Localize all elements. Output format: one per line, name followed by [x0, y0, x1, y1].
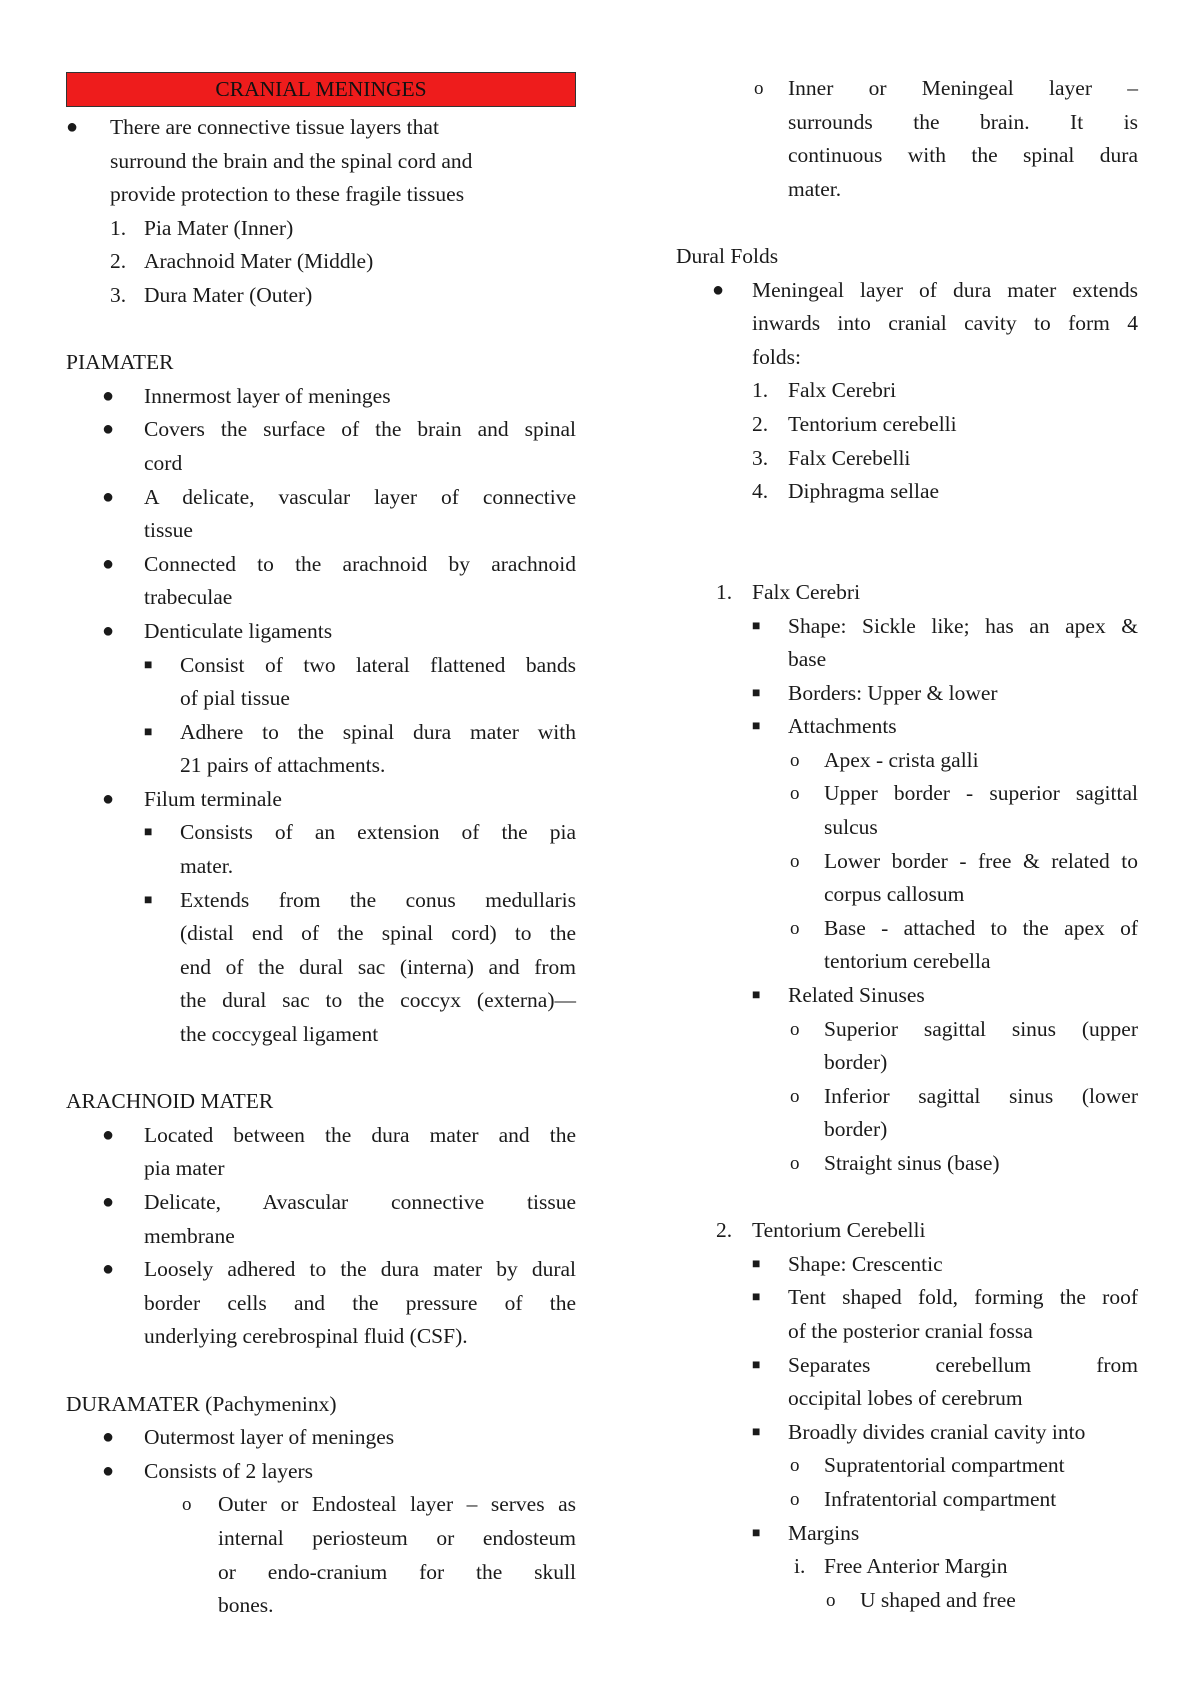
sub-sub-list-item: o Apex - crista galli [676, 744, 1138, 778]
sub-list-item: ■ Broadly divides cranial cavity into [676, 1416, 1138, 1450]
sub-list-item: ■ Extends from the conus medullaris (distal end of the spinal cord) to the end of the dural sac (interna) and from the dural sac to the coccyx (externa)— the coccygeal ligament [66, 884, 576, 1052]
sub-sub-list-item: o Straight sinus (base) [676, 1147, 1138, 1181]
sub-list-item: ■ Borders: Upper & lower [676, 677, 1138, 711]
square-bullet-icon: ■ [752, 719, 761, 735]
bullet-icon: ● [66, 116, 79, 138]
square-bullet-icon: ■ [144, 825, 153, 841]
square-bullet-icon: ■ [144, 892, 153, 908]
sub-sub-list-item: o Lower border - free & related to corpus callosum [676, 845, 1138, 912]
list-item: ● Located between the dura mater and the pia mater [66, 1119, 576, 1186]
sub-sub-list-item: o Superior sagittal sinus (upper border) [676, 1013, 1138, 1080]
list-item: 2. Tentorium cerebelli [752, 411, 957, 436]
list-item: 1. Falx Cerebri [752, 378, 897, 403]
circle-bullet-icon: o [790, 749, 800, 771]
sub-list-item: ■ Shape: Crescentic [676, 1248, 1138, 1282]
circle-bullet-icon: o [826, 1589, 836, 1611]
list-item: ● Delicate, Avascular connective tissue membrane [66, 1186, 576, 1253]
circle-bullet-icon: o [790, 1085, 800, 1107]
list-item: 3. Dura Mater (Outer) [110, 282, 313, 307]
sub-list-item: ■ Separates cerebellum from occipital lobes of cerebrum [676, 1349, 1138, 1416]
bullet-icon: ● [102, 1459, 115, 1482]
right-column [676, 72, 1138, 1617]
circle-bullet-icon: o [754, 78, 764, 99]
section-heading-tentorium: 2. Tentorium Cerebelli [716, 1218, 926, 1243]
sub-list-item: ■ Margins [676, 1517, 1138, 1551]
circle-bullet-icon: o [790, 850, 800, 872]
square-bullet-icon: ■ [752, 988, 761, 1004]
left-column [66, 72, 576, 1623]
list-item: ● Denticulate ligaments [66, 615, 576, 649]
square-bullet-icon: ■ [752, 1424, 761, 1440]
list-item: 1. Pia Mater (Inner) [110, 215, 294, 240]
bullet-icon: ● [102, 418, 115, 441]
square-bullet-icon: ■ [752, 685, 761, 701]
list-item: ● Loosely adhered to the dura mater by dural border cells and the pressure of the underlying cerebrospinal fluid (CSF). [66, 1253, 576, 1354]
sub-sub-list-item: i. Free Anterior Margin [794, 1554, 1008, 1579]
sub-sub-list-item: o Base - attached to the apex of tentorium cerebella [676, 912, 1138, 979]
sub-list-item: ■ Related Sinuses [676, 979, 1138, 1013]
sub-sub-sub-list-item: o U shaped and free [676, 1584, 1138, 1618]
sub-list-item: o Outer or Endosteal layer – serves as internal periosteum or endosteum or endo-cranium for the skull bones. [66, 1488, 576, 1622]
list-item: ● Innermost layer of meninges [66, 380, 576, 414]
sub-list-item: ■ Consist of two lateral flattened bands of pial tissue [66, 649, 576, 716]
square-bullet-icon: ■ [752, 1357, 761, 1373]
bullet-icon: ● [712, 278, 725, 301]
bullet-icon: ● [102, 1191, 115, 1213]
square-bullet-icon: ■ [752, 618, 761, 634]
bullet-icon: ● [102, 619, 115, 642]
sub-sub-list-item: o Inferior sagittal sinus (lower border) [676, 1080, 1138, 1147]
bullet-icon: ● [102, 384, 115, 407]
bullet-icon: ● [102, 1426, 115, 1449]
list-item: ● Consists of 2 layers [66, 1455, 576, 1489]
list-item: ● Connected to the arachnoid by arachnoid trabeculae [66, 548, 576, 615]
list-item: ● Meningeal layer of dura mater extends inwards into cranial cavity to form 4 folds: [676, 274, 1138, 375]
circle-bullet-icon: o [790, 917, 800, 939]
circle-bullet-icon: o [790, 1455, 800, 1477]
section-heading-falx-cerebri: 1. Falx Cerebri [716, 579, 861, 604]
list-item: 3. Falx Cerebelli [752, 445, 911, 470]
list-item: ● Covers the surface of the brain and spinal cord [66, 413, 576, 480]
list-item: 4. Diphragma sellae [752, 479, 940, 504]
sub-list-item: ■ Shape: Sickle like; has an apex & base [676, 610, 1138, 677]
sub-list-item: ■ Attachments [676, 710, 1138, 744]
sub-list-item: ■ Adhere to the spinal dura mater with 21 pairs of attachments. [66, 716, 576, 783]
list-item: 2. Arachnoid Mater (Middle) [110, 249, 374, 274]
sub-sub-list-item: o Supratentorial compartment [676, 1449, 1138, 1483]
sub-list-item: o Inner or Meningeal layer – surrounds the brain. It is continuous with the spinal dura mater. [676, 72, 1138, 206]
square-bullet-icon: ■ [144, 657, 153, 673]
bullet-icon: ● [102, 1258, 115, 1281]
list-item: ● Outermost layer of meninges [66, 1421, 576, 1455]
intro-bullet: ● There are connective tissue layers that surround the brain and the spinal cord and provide protection to these fragile tissues [66, 111, 576, 212]
bullet-icon: ● [102, 1123, 115, 1146]
circle-bullet-icon: o [790, 1018, 800, 1040]
square-bullet-icon: ■ [752, 1525, 761, 1541]
circle-bullet-icon: o [790, 1153, 800, 1174]
bullet-icon: ● [102, 787, 115, 810]
circle-bullet-icon: o [790, 783, 800, 805]
section-heading-piamater: PIAMATER [66, 350, 174, 375]
page-title: CRANIAL MENINGES [66, 72, 576, 107]
square-bullet-icon: ■ [752, 1256, 761, 1272]
square-bullet-icon: ■ [144, 724, 153, 740]
bullet-icon: ● [102, 552, 115, 575]
layers-list [66, 212, 576, 313]
bullet-icon: ● [102, 485, 115, 508]
section-heading-arachnoid: ARACHNOID MATER [66, 1089, 274, 1114]
list-item: ● Filum terminale [66, 783, 576, 817]
sub-sub-list-item: o Upper border - superior sagittal sulcus [676, 777, 1138, 844]
sub-list-item: ■ Tent shaped fold, forming the roof of the posterior cranial fossa [676, 1281, 1138, 1348]
section-heading-duramater: DURAMATER (Pachymeninx) [66, 1391, 337, 1416]
square-bullet-icon: ■ [752, 1290, 761, 1306]
list-item: ● A delicate, vascular layer of connective tissue [66, 481, 576, 548]
circle-bullet-icon: o [182, 1494, 192, 1516]
section-heading-dural-folds: Dural Folds [676, 243, 779, 268]
sub-sub-list-item: o Infratentorial compartment [676, 1483, 1138, 1517]
circle-bullet-icon: o [790, 1488, 800, 1510]
sub-list-item: ■ Consists of an extension of the pia mater. [66, 816, 576, 883]
